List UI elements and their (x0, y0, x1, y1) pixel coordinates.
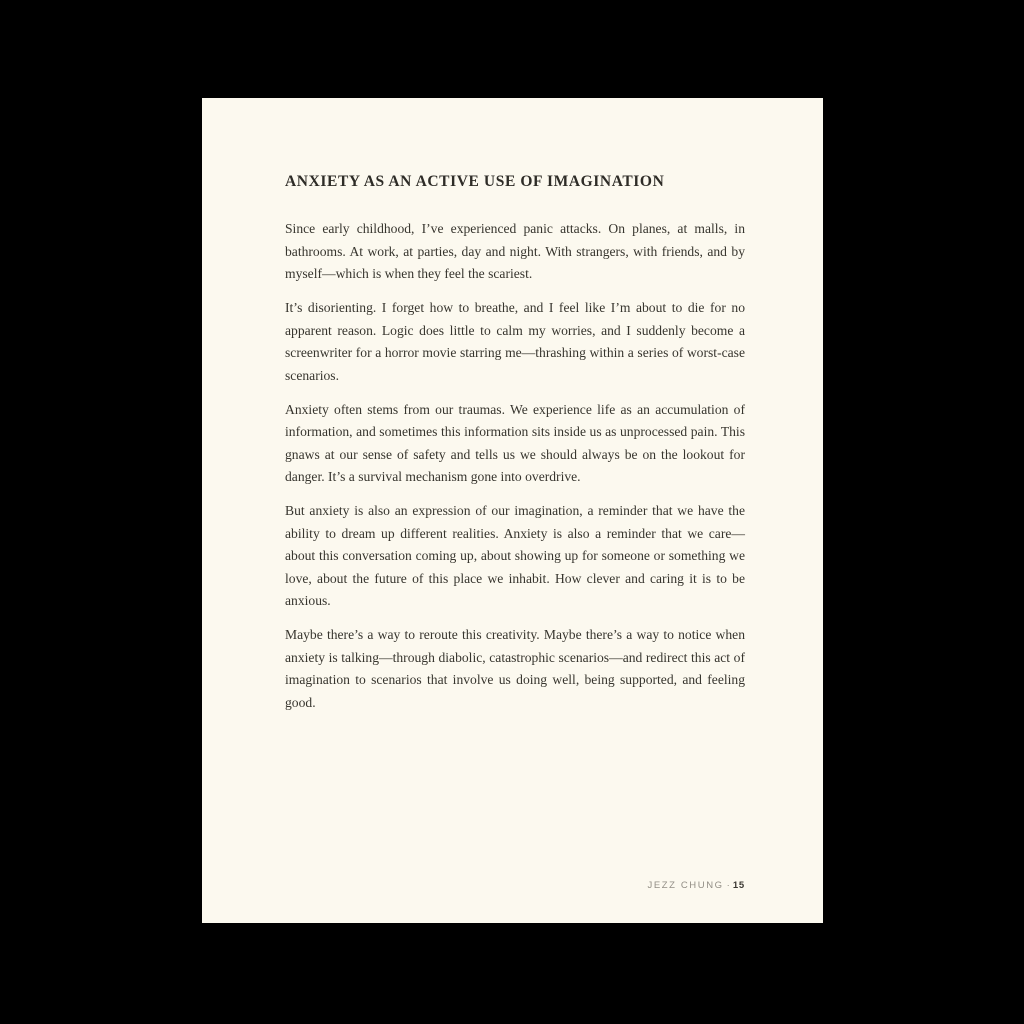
paragraph: Maybe there’s a way to reroute this creativity. Maybe there’s a way to notice when anxiety is talking—through diabolic, catastrophic scenarios—and redirect this act of imagination to scenarios that involve us doing well, being supported, and feeling good. (285, 627, 745, 710)
footer-separator: · (726, 879, 730, 891)
paragraph: But anxiety is also an expression of our imagination, a reminder that we have the ability to dream up different realities. Anxiety is also a reminder that we care—about this conversation coming up, about showing up for someone or something we love, about the future of this place we inhabit. How clever and caring it is to be anxious. (285, 503, 745, 608)
author-name: JEZZ CHUNG (647, 879, 724, 891)
chapter-heading: ANXIETY AS AN ACTIVE USE OF IMAGINATION (285, 173, 665, 190)
paragraph: Anxiety often stems from our traumas. We experience life as an accumulation of information, and sometimes this information sits inside us as unprocessed pain. This gnaws at our sense of safety and tells us we should always be on the lookout for danger. It’s a survival mechanism gone into overdrive. (285, 401, 745, 484)
paragraph: It’s disorienting. I forget how to breathe, and I feel like I’m about to die for no apparent reason. Logic does little to calm my worries, and I suddenly become a screenwriter for a horror movie starring me—thrashing within a series of worst-case scenarios. (285, 300, 745, 383)
page-number: 15 (732, 879, 745, 891)
page-content (202, 98, 823, 714)
body-text (285, 218, 745, 714)
book-page (202, 98, 823, 923)
page-footer (647, 881, 745, 891)
paragraph: Since early childhood, I’ve experienced panic attacks. On planes, at malls, in bathrooms. At work, at parties, day and night. With strangers, with friends, and by myself—which is when they feel the scariest. (285, 221, 745, 281)
